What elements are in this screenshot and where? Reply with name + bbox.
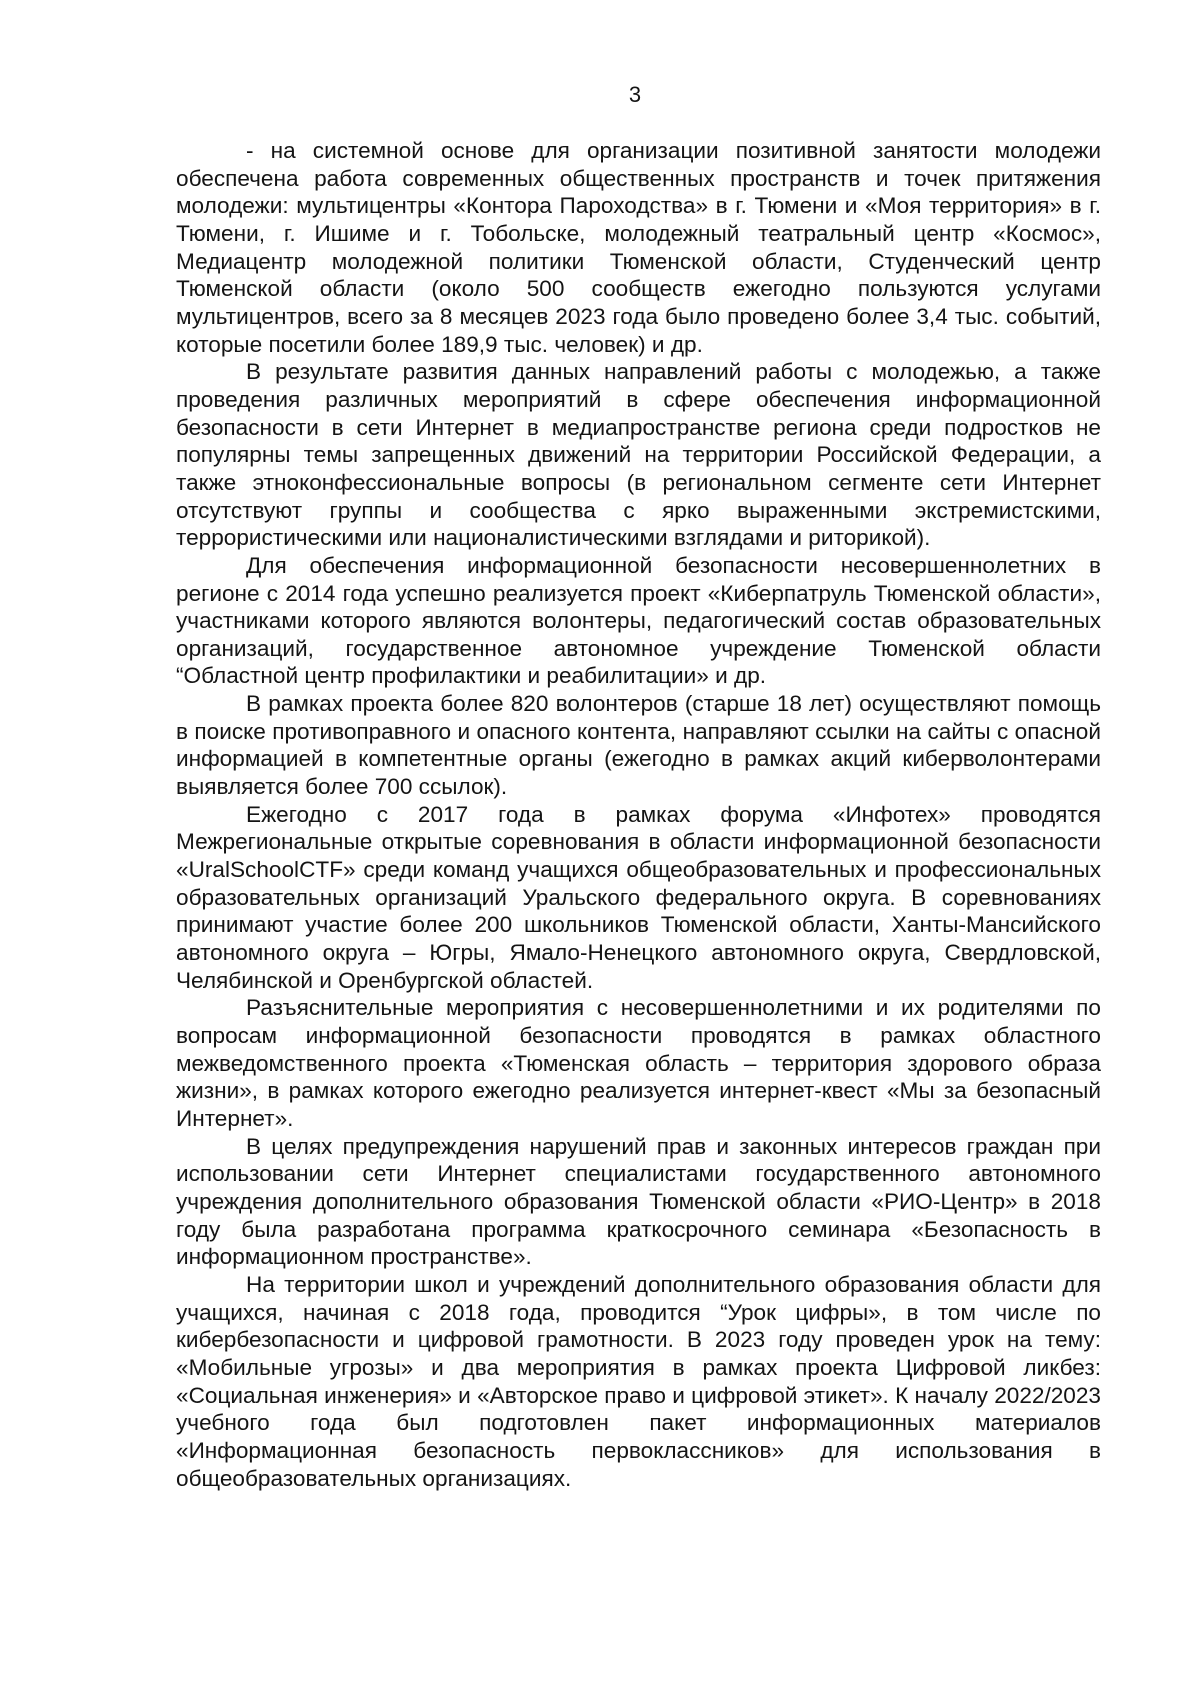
paragraph-explanatory-events: Разъяснительные мероприятия с несовершеннолетними и их родителями по вопросам информационной безопасности проводятся в рамках областного межведомственного проекта «Тюменская область – территория здорового образа жизни», в рамках которого ежегодно реализуется интернет-квест «Мы за безопасный Интернет». [176, 995, 1101, 1131]
paragraph-cyberpatrol: Для обеспечения информационной безопасности несовершеннолетних в регионе с 2014 года успешно реализуется проект «Киберпатруль Тюменской области», участниками которого являются волонтеры, педагогический состав образовательных организаций, государственное автономное учреждение Тюменской области “Областной центр профилактики и реабилитации» и др. [176, 552, 1101, 689]
paragraph-youth-spaces: - на системной основе для организации позитивной занятости молодежи обеспечена работа современных общественных пространств и точек притяжения молодежи: мультицентры «Контора Пароходства» в г. Тюмени и «Моя территория» в г. Тюмени, г. Ишиме и г. Тобольске, молодежный театральный центр «Космос», Медиацентр молодежной политики Тюменской области, Студенческий центр Тюменской области (около 500 сообществ ежегодно пользуются услугами мультицентров, всего за 8 месяцев 2023 года было проведено более 3,4 тыс. событий, которые посетили более 189,9 тыс. человек) и др. [176, 138, 1101, 357]
page-number: 3 [628, 82, 642, 107]
paragraph-results: В результате развития данных направлений работы с молодежью, а также проведения различных мероприятий в сфере обеспечения информационной безопасности в сети Интернет в медиапространстве региона среди подростков не популярны темы запрещенных движений на территории Российской Федерации, а также этноконфессиональные вопросы (в региональном сегменте сети Интернет отсутствуют группы и сообщества с ярко выраженными экстремистскими, террористическими или националистическими взглядами и риторикой). [176, 359, 1101, 551]
document-body [176, 137, 1101, 1492]
paragraph-volunteers: В рамках проекта более 820 волонтеров (старше 18 лет) осуществляют помощь в поиске противоправного и опасного контента, направляют ссылки на сайты с опасной информацией в компетентные органы (ежегодно в рамках акций киберволонтерами выявляется более 700 ссылок). [176, 691, 1101, 800]
paragraph-infotech-competition: Ежегодно с 2017 года в рамках форума «Инфотех» проводятся Межрегиональные открытые соревнования в области информационной безопасности «UralSchoolCTF» среди команд учащихся общеобразовательных и профессиональных образовательных организаций Уральского федерального округа. В соревнованиях принимают участие более 200 школьников Тюменской области, Ханты-Мансийского автономного округа – Югры, Ямало-Ненецкого автономного округа, Свердловской, Челябинской и Оренбургской областей. [176, 801, 1101, 993]
paragraph-seminar-program: В целях предупреждения нарушений прав и законных интересов граждан при использовании сети Интернет специалистами государственного автономного учреждения дополнительного образования Тюменской области «РИО-Центр» в 2018 году была разработана программа краткосрочного семинара «Безопасность в информационном пространстве». [176, 1133, 1101, 1270]
paragraph-digital-lesson: На территории школ и учреждений дополнительного образования области для учащихся, начиная с 2018 года, проводится “Урок цифры», в том числе по кибербезопасности и цифровой грамотности. В 2023 году проведен урок на тему: «Мобильные угрозы» и два мероприятия в рамках проекта Цифровой ликбез: «Социальная инженерия» и «Авторское право и цифровой этикет». К началу 2022/2023 учебного года был подготовлен пакет информационных материалов «Информационная безопасность первоклассников» для использования в общеобразовательных организациях. [176, 1271, 1101, 1491]
